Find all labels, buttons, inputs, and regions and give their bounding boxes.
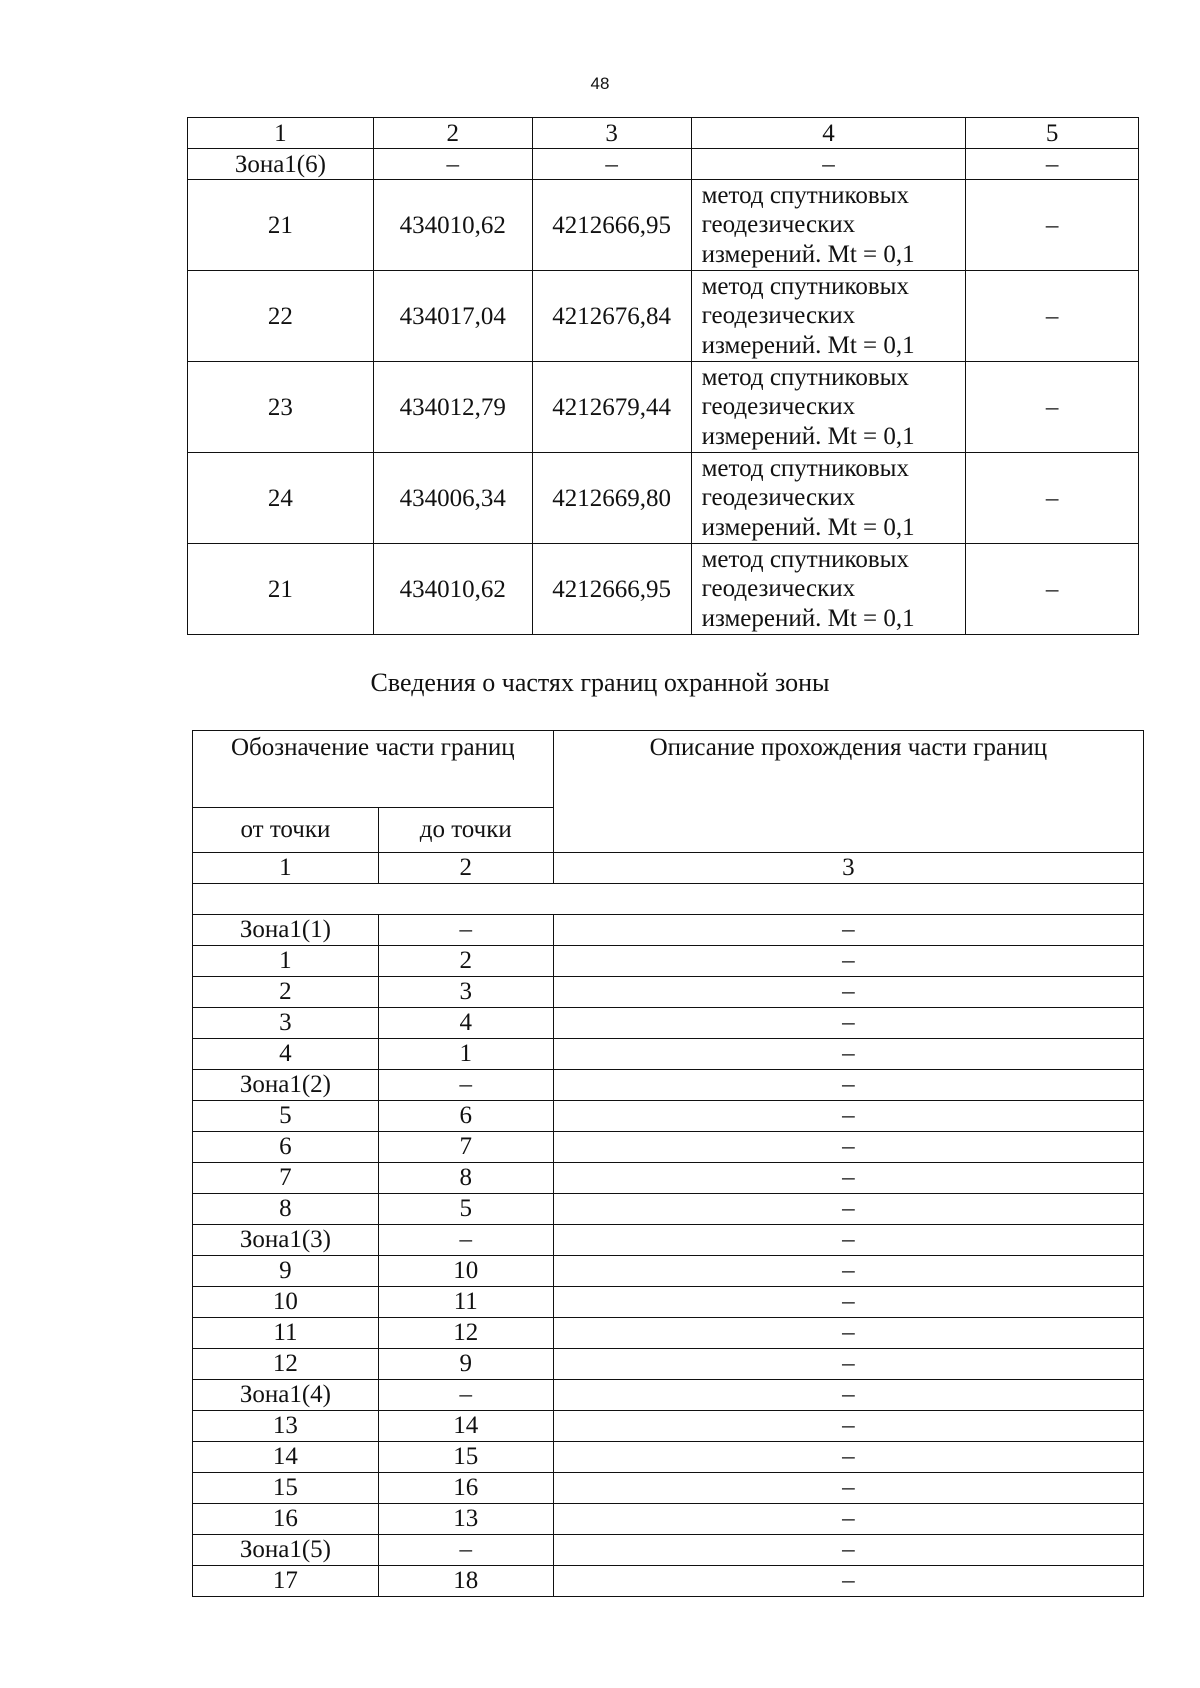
to-point-cell: 5 — [378, 1194, 553, 1225]
method-line: измерений. Mt = 0,1 — [701, 422, 915, 450]
point-number: 22 — [188, 271, 374, 362]
description-cell: – — [553, 977, 1143, 1008]
table-row — [193, 1380, 1144, 1411]
table-cell: – — [691, 149, 966, 180]
x-coordinate: 434017,04 — [373, 271, 532, 362]
description-cell: – — [553, 1349, 1143, 1380]
method-line: геодезических — [701, 211, 856, 239]
from-point-cell: 7 — [193, 1163, 379, 1194]
to-point-cell: 11 — [378, 1287, 553, 1318]
from-point-cell: 14 — [193, 1442, 379, 1473]
method-line: измерений. Mt = 0,1 — [701, 331, 915, 359]
table-row — [193, 1008, 1144, 1039]
method-description — [691, 362, 966, 453]
method-description — [691, 180, 966, 271]
from-point-cell: 4 — [193, 1039, 379, 1070]
from-point-cell: Зона1(2) — [193, 1070, 379, 1101]
to-point-cell: 15 — [378, 1442, 553, 1473]
table-cell: – — [966, 149, 1139, 180]
table-row — [188, 180, 1139, 271]
to-point-cell: 10 — [378, 1256, 553, 1287]
table-cell: – — [532, 149, 691, 180]
to-point-cell: 4 — [378, 1008, 553, 1039]
table-row — [193, 1349, 1144, 1380]
coord-header-cell: 4 — [691, 118, 966, 149]
to-point-cell: 6 — [378, 1101, 553, 1132]
method-line: измерений. Mt = 0,1 — [701, 513, 915, 541]
table-row — [193, 1039, 1144, 1070]
table-row — [193, 915, 1144, 946]
note-cell: – — [966, 271, 1139, 362]
description-cell: – — [553, 915, 1143, 946]
from-point-cell: 16 — [193, 1504, 379, 1535]
from-point-cell: 1 — [193, 946, 379, 977]
description-cell: – — [553, 1039, 1143, 1070]
description-cell: – — [553, 1504, 1143, 1535]
column-number: 3 — [553, 853, 1143, 884]
note-cell: – — [966, 180, 1139, 271]
point-number: 21 — [188, 180, 374, 271]
table-row — [188, 362, 1139, 453]
from-point-cell: 12 — [193, 1349, 379, 1380]
y-coordinate: 4212666,95 — [532, 544, 691, 635]
table-row — [193, 1163, 1144, 1194]
description-cell: – — [553, 1380, 1143, 1411]
empty-cell — [193, 884, 1144, 915]
x-coordinate: 434012,79 — [373, 362, 532, 453]
point-number: 21 — [188, 544, 374, 635]
table-row — [193, 1287, 1144, 1318]
to-point-cell: 12 — [378, 1318, 553, 1349]
to-point-cell: – — [378, 915, 553, 946]
description-cell: – — [553, 1070, 1143, 1101]
table-row — [188, 453, 1139, 544]
from-point-cell: 2 — [193, 977, 379, 1008]
to-point-cell: 13 — [378, 1504, 553, 1535]
table-row — [193, 1194, 1144, 1225]
table-row — [193, 1504, 1144, 1535]
designation-header: Обозначение части границ — [193, 731, 554, 808]
method-description — [691, 271, 966, 362]
coord-header-cell: 2 — [373, 118, 532, 149]
to-point-cell: 14 — [378, 1411, 553, 1442]
table-row — [193, 1318, 1144, 1349]
y-coordinate: 4212679,44 — [532, 362, 691, 453]
to-point-cell: – — [378, 1070, 553, 1101]
description-cell: – — [553, 946, 1143, 977]
x-coordinate: 434010,62 — [373, 544, 532, 635]
method-line: измерений. Mt = 0,1 — [701, 604, 915, 632]
description-cell: – — [553, 1256, 1143, 1287]
method-line: метод спутниковых — [701, 363, 909, 391]
coord-zone-row — [188, 149, 1139, 180]
coord-header-row — [188, 118, 1139, 149]
from-point-cell: Зона1(4) — [193, 1380, 379, 1411]
table-row — [188, 544, 1139, 635]
to-point-cell: 9 — [378, 1349, 553, 1380]
method-description — [691, 544, 966, 635]
to-point-cell: – — [378, 1225, 553, 1256]
description-cell: – — [553, 1225, 1143, 1256]
from-point-cell: 6 — [193, 1132, 379, 1163]
page-number: 48 — [590, 74, 610, 93]
method-line: измерений. Mt = 0,1 — [701, 240, 915, 268]
to-point-cell: – — [378, 1535, 553, 1566]
y-coordinate: 4212666,95 — [532, 180, 691, 271]
table-cell: – — [373, 149, 532, 180]
table-row — [193, 1101, 1144, 1132]
to-point-cell: – — [378, 1380, 553, 1411]
to-point-cell: 16 — [378, 1473, 553, 1504]
method-line: геодезических — [701, 393, 856, 421]
y-coordinate: 4212676,84 — [532, 271, 691, 362]
table-row — [193, 1566, 1144, 1597]
description-cell: – — [553, 1535, 1143, 1566]
to-point-cell: 7 — [378, 1132, 553, 1163]
from-point-cell: Зона1(3) — [193, 1225, 379, 1256]
coord-header-cell: 3 — [532, 118, 691, 149]
note-cell: – — [966, 362, 1139, 453]
table-row — [193, 1535, 1144, 1566]
from-point-cell: 15 — [193, 1473, 379, 1504]
x-coordinate: 434010,62 — [373, 180, 532, 271]
table-row — [188, 271, 1139, 362]
column-number-row — [193, 853, 1144, 884]
to-point-cell: 1 — [378, 1039, 553, 1070]
method-line: метод спутниковых — [701, 545, 909, 573]
x-coordinate: 434006,34 — [373, 453, 532, 544]
from-point-cell: 8 — [193, 1194, 379, 1225]
table-row — [193, 1225, 1144, 1256]
boundary-parts-table — [192, 730, 1144, 1597]
table-row — [193, 1132, 1144, 1163]
description-cell: – — [553, 1287, 1143, 1318]
coord-header-cell: 1 — [188, 118, 374, 149]
section-title: Сведения о частях границ охранной зоны — [370, 668, 830, 697]
parts-header-row — [193, 731, 1144, 808]
from-point-cell: 17 — [193, 1566, 379, 1597]
table-row — [193, 1411, 1144, 1442]
zone-label: Зона1(6) — [188, 149, 374, 180]
from-point-cell: 3 — [193, 1008, 379, 1039]
column-number: 1 — [193, 853, 379, 884]
table-row — [193, 1442, 1144, 1473]
from-point-cell: 9 — [193, 1256, 379, 1287]
to-point-cell: 18 — [378, 1566, 553, 1597]
method-line: метод спутниковых — [701, 272, 909, 300]
parts-body — [193, 915, 1144, 1597]
to-point-header: до точки — [378, 808, 553, 853]
description-cell: – — [553, 1132, 1143, 1163]
table-row — [193, 1070, 1144, 1101]
point-number: 23 — [188, 362, 374, 453]
method-line: метод спутниковых — [701, 181, 909, 209]
table-row — [193, 1473, 1144, 1504]
method-description — [691, 453, 966, 544]
note-cell: – — [966, 544, 1139, 635]
description-cell: – — [553, 1008, 1143, 1039]
from-point-cell: 11 — [193, 1318, 379, 1349]
from-point-cell: 13 — [193, 1411, 379, 1442]
from-point-cell: 5 — [193, 1101, 379, 1132]
method-line: геодезических — [701, 484, 856, 512]
method-line: метод спутниковых — [701, 454, 909, 482]
description-cell: – — [553, 1566, 1143, 1597]
to-point-cell: 8 — [378, 1163, 553, 1194]
description-cell: – — [553, 1473, 1143, 1504]
description-cell: – — [553, 1163, 1143, 1194]
method-line: геодезических — [701, 302, 856, 330]
table-row — [193, 977, 1144, 1008]
description-cell: – — [553, 1442, 1143, 1473]
table-row — [193, 946, 1144, 977]
to-point-cell: 3 — [378, 977, 553, 1008]
coordinates-table — [187, 117, 1139, 635]
column-number: 2 — [378, 853, 553, 884]
from-point-cell: Зона1(1) — [193, 915, 379, 946]
empty-row — [193, 884, 1144, 915]
note-cell: – — [966, 453, 1139, 544]
description-cell: – — [553, 1411, 1143, 1442]
description-header: Описание прохождения части границ — [553, 731, 1143, 853]
from-point-cell: 10 — [193, 1287, 379, 1318]
to-point-cell: 2 — [378, 946, 553, 977]
from-point-header: от точки — [193, 808, 379, 853]
description-cell: – — [553, 1101, 1143, 1132]
point-number: 24 — [188, 453, 374, 544]
from-point-cell: Зона1(5) — [193, 1535, 379, 1566]
description-cell: – — [553, 1194, 1143, 1225]
description-cell: – — [553, 1318, 1143, 1349]
table-row — [193, 1256, 1144, 1287]
y-coordinate: 4212669,80 — [532, 453, 691, 544]
method-line: геодезических — [701, 575, 856, 603]
coord-header-cell: 5 — [966, 118, 1139, 149]
